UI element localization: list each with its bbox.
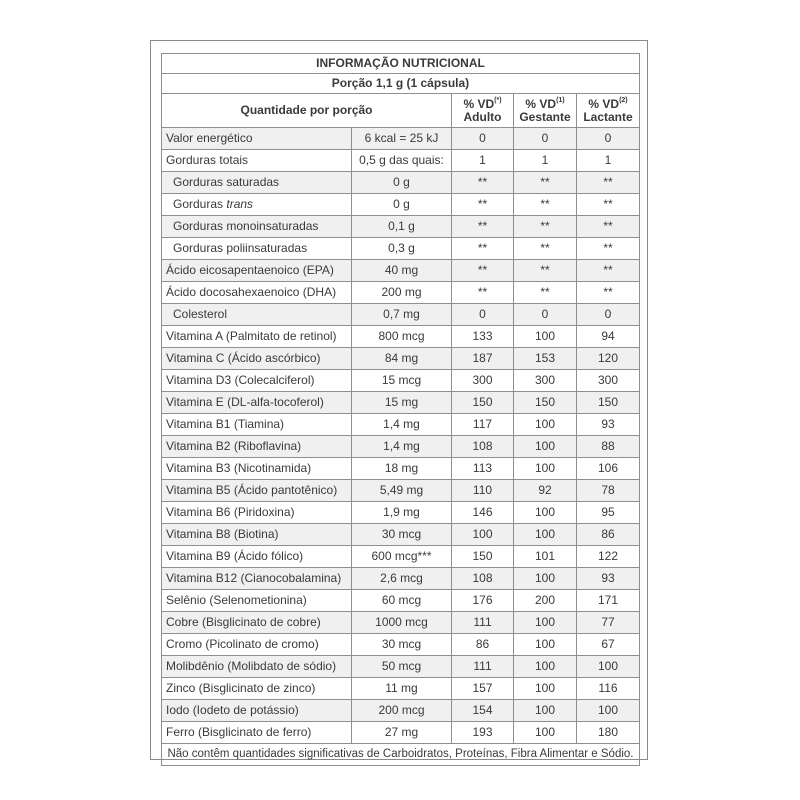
vd-adulto-header: % VD(*) Adulto [452,94,514,128]
vd-adulto: 133 [452,326,514,348]
vd-gestante: 100 [514,502,577,524]
vd-lactante: 78 [577,480,640,502]
vd-lactante: 95 [577,502,640,524]
table-row [162,634,640,656]
nutrient-name: Vitamina C (Ácido ascórbico) [162,348,352,370]
nutrition-table [161,53,640,766]
table-row [162,260,640,282]
vd-lactante: 93 [577,568,640,590]
vd-gestante: 100 [514,414,577,436]
vd-adulto: ** [452,216,514,238]
table-row [162,590,640,612]
vd-lactante: ** [577,194,640,216]
vd-adulto: 117 [452,414,514,436]
nutrient-quantity: 27 mg [352,722,452,744]
nutrient-name: Ferro (Bisglicinato de ferro) [162,722,352,744]
nutrient-quantity: 5,49 mg [352,480,452,502]
table-row [162,304,640,326]
table-row [162,700,640,722]
vd-lactante: 100 [577,656,640,678]
vd-lactante: 77 [577,612,640,634]
nutrient-quantity: 200 mg [352,282,452,304]
vd-gestante: 0 [514,304,577,326]
nutrient-name: Vitamina B6 (Piridoxina) [162,502,352,524]
table-row [162,612,640,634]
vd-adulto: 86 [452,634,514,656]
table-row [162,370,640,392]
nutrient-quantity: 50 mcg [352,656,452,678]
vd-gestante: 153 [514,348,577,370]
table-row [162,392,640,414]
vd-lactante: 67 [577,634,640,656]
vd-lactante: 171 [577,590,640,612]
vd-gestante: 100 [514,656,577,678]
nutrient-name: Valor energético [162,128,352,150]
vd-gestante-header: % VD$^{(1)}$ Gestante [514,94,577,128]
vd-gestante: 100 [514,612,577,634]
vd-adulto: ** [452,194,514,216]
vd-adulto: 176 [452,590,514,612]
nutrient-name: Selênio (Selenometionina) [162,590,352,612]
vd-lactante: 100 [577,700,640,722]
nutrient-name: Gorduras trans [162,194,352,216]
table-row [162,172,640,194]
table-row [162,128,640,150]
vd-lactante: 300 [577,370,640,392]
vd-adulto: 150 [452,546,514,568]
portion-size: Porção 1,1 g (1 cápsula) [162,74,640,94]
vd-gestante: ** [514,238,577,260]
table-row [162,546,640,568]
vd-lactante: 94 [577,326,640,348]
nutrient-quantity: 1,9 mg [352,502,452,524]
nutrient-name: Vitamina B9 (Ácido fólico) [162,546,352,568]
table-row [162,216,640,238]
table-row [162,194,640,216]
vd-gestante: 101 [514,546,577,568]
vd-lactante: 120 [577,348,640,370]
vd-adulto: 193 [452,722,514,744]
nutrient-name: Molibdênio (Molibdato de sódio) [162,656,352,678]
vd-lactante: 88 [577,436,640,458]
nutrient-quantity: 1000 mcg [352,612,452,634]
vd-gestante: 200 [514,590,577,612]
nutrient-name: Vitamina B1 (Tiamina) [162,414,352,436]
table-row [162,414,640,436]
vd-gestante: 92 [514,480,577,502]
vd-adulto: 150 [452,392,514,414]
nutrient-name: Gorduras monoinsaturadas [162,216,352,238]
nutrient-quantity: 600 mcg*** [352,546,452,568]
vd-adulto: ** [452,282,514,304]
vd-gestante: 300 [514,370,577,392]
vd-adulto: 0 [452,304,514,326]
nutrient-quantity: 0,1 g [352,216,452,238]
nutrient-name: Ácido docosahexaenoico (DHA) [162,282,352,304]
vd-adulto: ** [452,172,514,194]
table-row [162,722,640,744]
nutrient-name: Cromo (Picolinato de cromo) [162,634,352,656]
nutrient-name: Vitamina B2 (Riboflavina) [162,436,352,458]
nutrient-name: Vitamina B8 (Biotina) [162,524,352,546]
table-row [162,480,640,502]
vd-adulto: 157 [452,678,514,700]
nutrient-name: Vitamina B12 (Cianocobalamina) [162,568,352,590]
vd-adulto: 110 [452,480,514,502]
nutrient-name: Zinco (Bisglicinato de zinco) [162,678,352,700]
nutrient-quantity: 800 mcg [352,326,452,348]
nutrient-name: Vitamina D3 (Colecalciferol) [162,370,352,392]
table-row [162,458,640,480]
nutrient-quantity: 18 mg [352,458,452,480]
nutrient-quantity: 1,4 mg [352,414,452,436]
nutrient-name: Gorduras saturadas [162,172,352,194]
vd-adulto: 0 [452,128,514,150]
vd-adulto: 108 [452,436,514,458]
table-row [162,326,640,348]
nutrient-quantity: 30 mcg [352,634,452,656]
nutrient-quantity: 1,4 mg [352,436,452,458]
vd-lactante: 93 [577,414,640,436]
quantity-header: Quantidade por porção [162,94,452,128]
vd-gestante: 100 [514,326,577,348]
vd-gestante: 100 [514,436,577,458]
nutrition-label-frame [150,40,648,760]
nutrient-quantity: 2,6 mcg [352,568,452,590]
nutrient-quantity: 6 kcal = 25 kJ [352,128,452,150]
nutrient-quantity: 0 g [352,172,452,194]
table-row [162,502,640,524]
vd-gestante: 1 [514,150,577,172]
nutrient-quantity: 11 mg [352,678,452,700]
vd-gestante: 0 [514,128,577,150]
table-row [162,436,640,458]
vd-lactante: 0 [577,304,640,326]
nutrient-name: Gorduras totais [162,150,352,172]
vd-lactante: 180 [577,722,640,744]
nutrient-quantity: 0 g [352,194,452,216]
vd-gestante: ** [514,282,577,304]
vd-adulto: ** [452,260,514,282]
nutrient-name: Ácido eicosapentaenoico (EPA) [162,260,352,282]
nutrient-quantity: 40 mg [352,260,452,282]
vd-lactante: 86 [577,524,640,546]
vd-lactante: 0 [577,128,640,150]
nutrient-name: Vitamina A (Palmitato de retinol) [162,326,352,348]
nutrient-quantity: 0,5 g das quais: [352,150,452,172]
vd-gestante: 100 [514,700,577,722]
table-row [162,150,640,172]
vd-adulto: 111 [452,612,514,634]
nutrient-name: Iodo (Iodeto de potássio) [162,700,352,722]
vd-gestante: 100 [514,634,577,656]
vd-adulto: ** [452,238,514,260]
table-row [162,678,640,700]
nutrient-quantity: 30 mcg [352,524,452,546]
table-title: INFORMAÇÃO NUTRICIONAL [162,54,640,74]
vd-adulto: 113 [452,458,514,480]
vd-adulto: 1 [452,150,514,172]
nutrient-quantity: 15 mg [352,392,452,414]
nutrient-quantity: 84 mg [352,348,452,370]
nutrient-name: Vitamina B5 (Ácido pantotênico) [162,480,352,502]
nutrient-quantity: 200 mcg [352,700,452,722]
footnote-row [162,744,640,766]
vd-lactante: 1 [577,150,640,172]
vd-lactante: 122 [577,546,640,568]
vd-adulto: 108 [452,568,514,590]
nutrient-name: Cobre (Bisglicinato de cobre) [162,612,352,634]
nutrient-name: Gorduras poliinsaturadas [162,238,352,260]
trans-italic: trans [226,197,254,212]
vd-lactante: 106 [577,458,640,480]
vd-lactante: ** [577,216,640,238]
table-row [162,282,640,304]
table-row [162,656,640,678]
vd-adulto: 300 [452,370,514,392]
vd-gestante: ** [514,260,577,282]
vd-lactante-header: % VD$^{(2)}$ Lactante [577,94,640,128]
vd-adulto: 187 [452,348,514,370]
nutrient-quantity: 0,3 g [352,238,452,260]
vd-gestante: ** [514,172,577,194]
vd-gestante: ** [514,194,577,216]
vd-adulto: 154 [452,700,514,722]
vd-adulto: 100 [452,524,514,546]
nutrient-quantity: 60 mcg [352,590,452,612]
vd-gestante: 100 [514,678,577,700]
vd-gestante: 100 [514,524,577,546]
vd-gestante: 100 [514,458,577,480]
vd-gestante: ** [514,216,577,238]
vd-lactante: ** [577,238,640,260]
nutrient-quantity: 15 mcg [352,370,452,392]
table-row [162,238,640,260]
nutrient-name: Colesterol [162,304,352,326]
footnote: Não contêm quantidades significativas de Carboidratos, Proteínas, Fibra Alimentar e Sódio. [162,744,640,766]
vd-gestante: 150 [514,392,577,414]
vd-lactante: 116 [577,678,640,700]
vd-lactante: ** [577,260,640,282]
table-row [162,568,640,590]
table-row [162,348,640,370]
nutrient-name: Vitamina E (DL-alfa-tocoferol) [162,392,352,414]
vd-gestante: 100 [514,568,577,590]
vd-gestante: 100 [514,722,577,744]
vd-adulto: 111 [452,656,514,678]
vd-lactante: ** [577,172,640,194]
nutrient-quantity: 0,7 mg [352,304,452,326]
vd-adulto: 146 [452,502,514,524]
table-row [162,524,640,546]
vd-lactante: ** [577,282,640,304]
nutrient-name: Vitamina B3 (Nicotinamida) [162,458,352,480]
vd-lactante: 150 [577,392,640,414]
